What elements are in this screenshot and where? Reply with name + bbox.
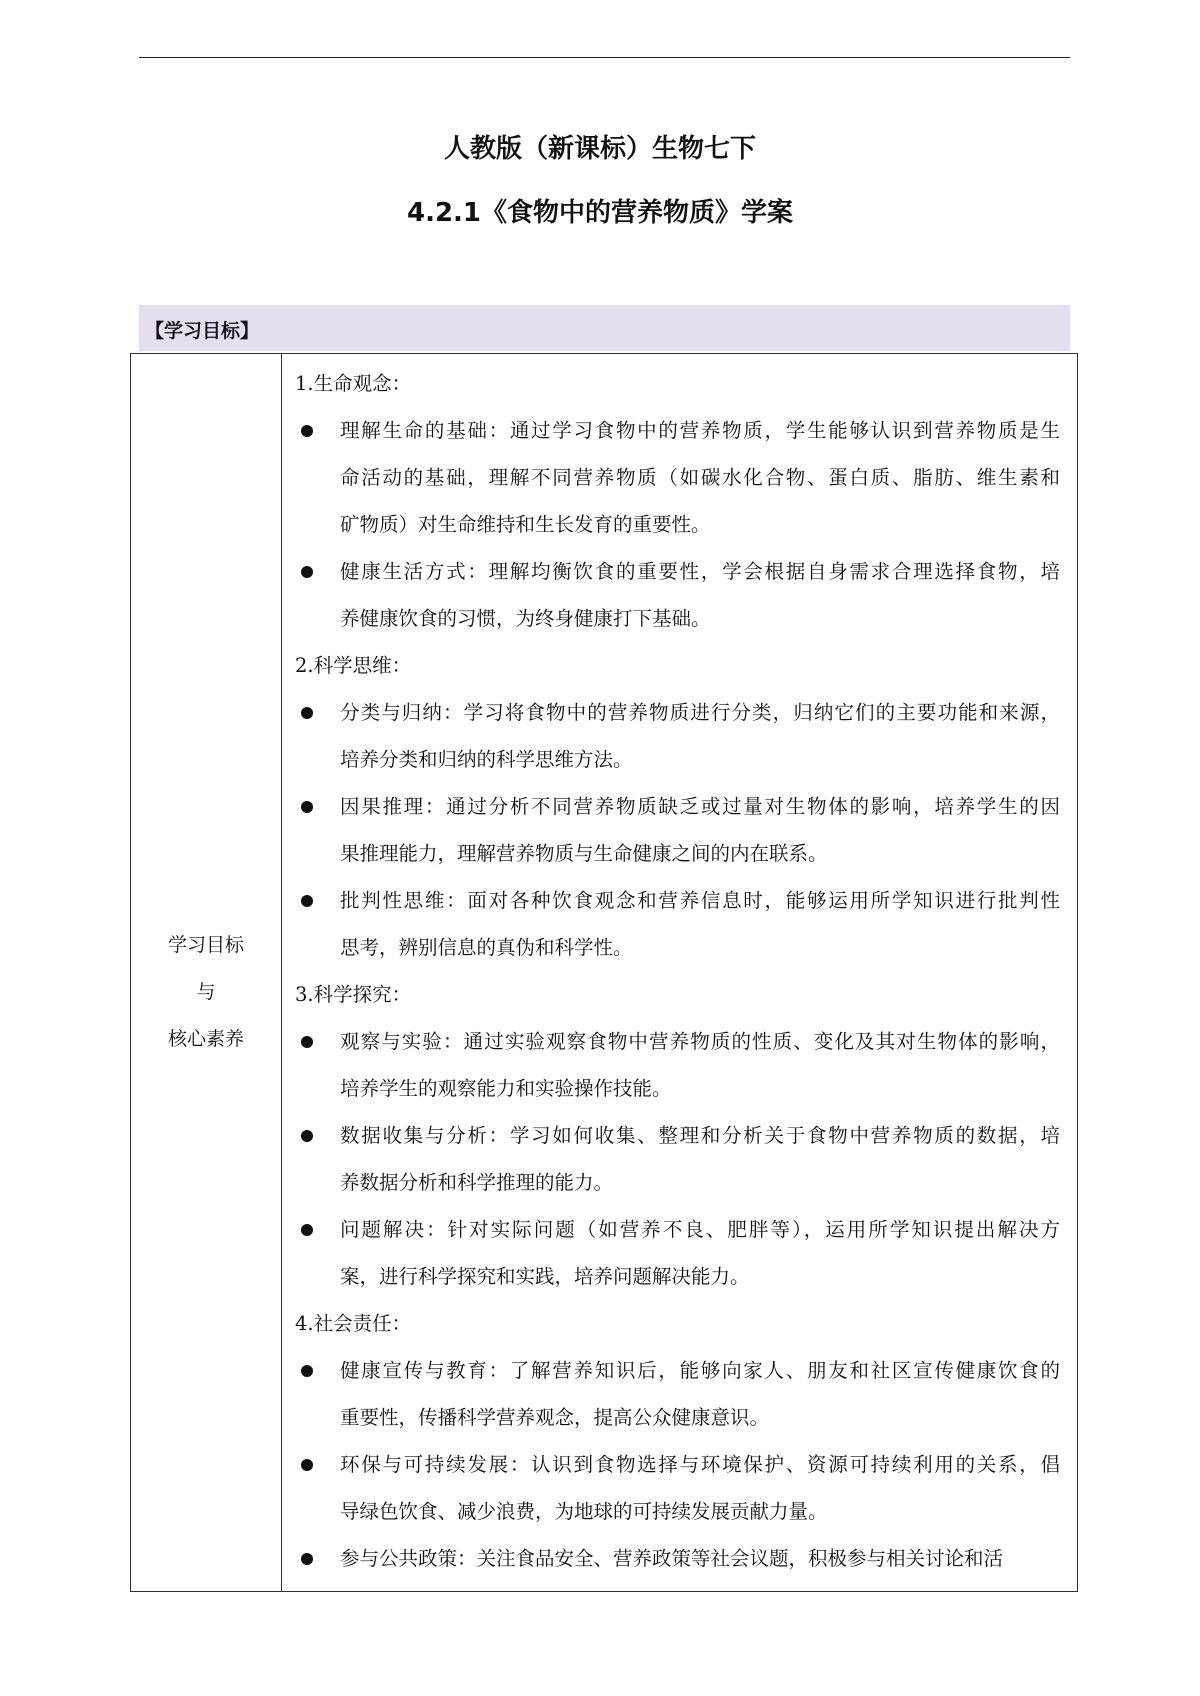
bullet-item bbox=[283, 1121, 1077, 1151]
section-header-label: 【学习目标】 bbox=[145, 320, 260, 342]
bullet-text: 命活动的基础，理解不同营养物质（如碳水化合物、蛋白质、脂肪、维生素和 bbox=[340, 466, 1060, 489]
bullet-text: 健康宣传与教育：了解营养知识后，能够向家人、朋友和社区宣传健康饮食的 bbox=[340, 1359, 1060, 1382]
bullet-item bbox=[283, 792, 1077, 822]
objective-heading-text: 2.科学思维： bbox=[295, 654, 412, 677]
bullet-text: 理解生命的基础：通过学习食物中的营养物质，学生能够认识到营养物质是生 bbox=[340, 419, 1060, 442]
bullet-text: 分类与归纳：学习将食物中的营养物质进行分类，归纳它们的主要功能和来源， bbox=[340, 701, 1060, 724]
bullet-text: 因果推理：通过分析不同营养物质缺乏或过量对生物体的影响，培养学生的因 bbox=[340, 795, 1060, 818]
label-line-1: 学习目标 bbox=[167, 934, 244, 956]
bullet-text: 果推理能力，理解营养物质与生命健康之间的内在联系。 bbox=[340, 842, 828, 865]
column-divider bbox=[281, 354, 282, 1591]
label-line-2: 与 bbox=[196, 981, 216, 1003]
bullet-continuation bbox=[283, 1168, 1077, 1198]
objective-heading-text: 3.科学探究： bbox=[295, 983, 412, 1006]
document-title: 人教版（新课标）生物七下 bbox=[443, 134, 756, 164]
bullet-item bbox=[283, 557, 1077, 587]
bullet-icon bbox=[301, 1365, 313, 1377]
bullet-text: 思考，辨别信息的真伪和科学性。 bbox=[340, 936, 633, 959]
bullet-item bbox=[283, 886, 1077, 916]
bullet-continuation bbox=[283, 1403, 1077, 1433]
bullet-item bbox=[283, 1450, 1077, 1480]
bullet-icon bbox=[301, 1224, 313, 1236]
bullet-text: 重要性，传播科学营养观念，提高公众健康意识。 bbox=[340, 1406, 770, 1429]
objectives-content-cell bbox=[283, 354, 1077, 1591]
bullet-item bbox=[283, 416, 1077, 446]
objectives-label-cell bbox=[131, 354, 281, 1591]
bullet-text: 观察与实验：通过实验观察食物中营养物质的性质、变化及其对生物体的影响， bbox=[340, 1030, 1060, 1053]
bullet-text: 批判性思维：面对各种饮食观念和营养信息时，能够运用所学知识进行批判性 bbox=[340, 889, 1060, 912]
objective-heading-text: 4.社会责任： bbox=[295, 1312, 412, 1335]
bullet-icon bbox=[301, 895, 313, 907]
bullet-text: 数据收集与分析：学习如何收集、整理和分析关于食物中营养物质的数据，培 bbox=[340, 1124, 1060, 1147]
bullet-text: 健康生活方式：理解均衡饮食的重要性，学会根据自身需求合理选择食物，培 bbox=[340, 560, 1060, 583]
bullet-item bbox=[283, 1544, 1077, 1574]
bullet-icon bbox=[301, 707, 313, 719]
bullet-icon bbox=[301, 1459, 313, 1471]
header-rule bbox=[139, 57, 1070, 58]
bullet-text: 参与公共政策：关注食品安全、营养政策等社会议题，积极参与相关讨论和活 bbox=[340, 1547, 1004, 1570]
bullet-continuation bbox=[283, 1074, 1077, 1104]
bullet-text: 养数据分析和科学推理的能力。 bbox=[340, 1171, 614, 1194]
bullet-icon bbox=[301, 1130, 313, 1142]
bullet-text: 问题解决：针对实际问题（如营养不良、肥胖等），运用所学知识提出解决方 bbox=[340, 1218, 1060, 1241]
bullet-continuation bbox=[283, 463, 1077, 493]
objectives-table bbox=[130, 353, 1078, 1592]
objective-heading bbox=[283, 980, 1077, 1010]
bullet-icon bbox=[301, 1036, 313, 1048]
bullet-text: 培养学生的观察能力和实验操作技能。 bbox=[340, 1077, 672, 1100]
bullet-item bbox=[283, 698, 1077, 728]
bullet-item bbox=[283, 1356, 1077, 1386]
bullet-text: 环保与可持续发展：认识到食物选择与环境保护、资源可持续利用的关系，倡 bbox=[340, 1453, 1060, 1476]
document-subtitle: 4.2.1《食物中的营养物质》学案 bbox=[406, 198, 794, 228]
bullet-item bbox=[283, 1027, 1077, 1057]
objective-heading-text: 1.生命观念： bbox=[295, 372, 412, 395]
bullet-text: 养健康饮食的习惯，为终身健康打下基础。 bbox=[340, 607, 711, 630]
bullet-text: 案，进行科学探究和实践，培养问题解决能力。 bbox=[340, 1265, 750, 1288]
bullet-text: 导绿色饮食、减少浪费，为地球的可持续发展贡献力量。 bbox=[340, 1500, 828, 1523]
objective-heading bbox=[283, 651, 1077, 681]
bullet-continuation bbox=[283, 1262, 1077, 1292]
bullet-icon bbox=[301, 1553, 313, 1565]
objective-heading bbox=[283, 369, 1077, 399]
objective-heading bbox=[283, 1309, 1077, 1339]
bullet-continuation bbox=[283, 839, 1077, 869]
label-line-3: 核心素养 bbox=[167, 1028, 244, 1050]
bullet-continuation bbox=[283, 510, 1077, 540]
bullet-text: 培养分类和归纳的科学思维方法。 bbox=[340, 748, 633, 771]
bullet-continuation bbox=[283, 745, 1077, 775]
bullet-text: 矿物质）对生命维持和生长发育的重要性。 bbox=[340, 513, 711, 536]
bullet-icon bbox=[301, 801, 313, 813]
bullet-icon bbox=[301, 566, 313, 578]
bullet-icon bbox=[301, 425, 313, 437]
section-header-bar bbox=[139, 305, 1070, 351]
bullet-continuation bbox=[283, 933, 1077, 963]
bullet-item bbox=[283, 1215, 1077, 1245]
bullet-continuation bbox=[283, 1497, 1077, 1527]
bullet-continuation bbox=[283, 604, 1077, 634]
